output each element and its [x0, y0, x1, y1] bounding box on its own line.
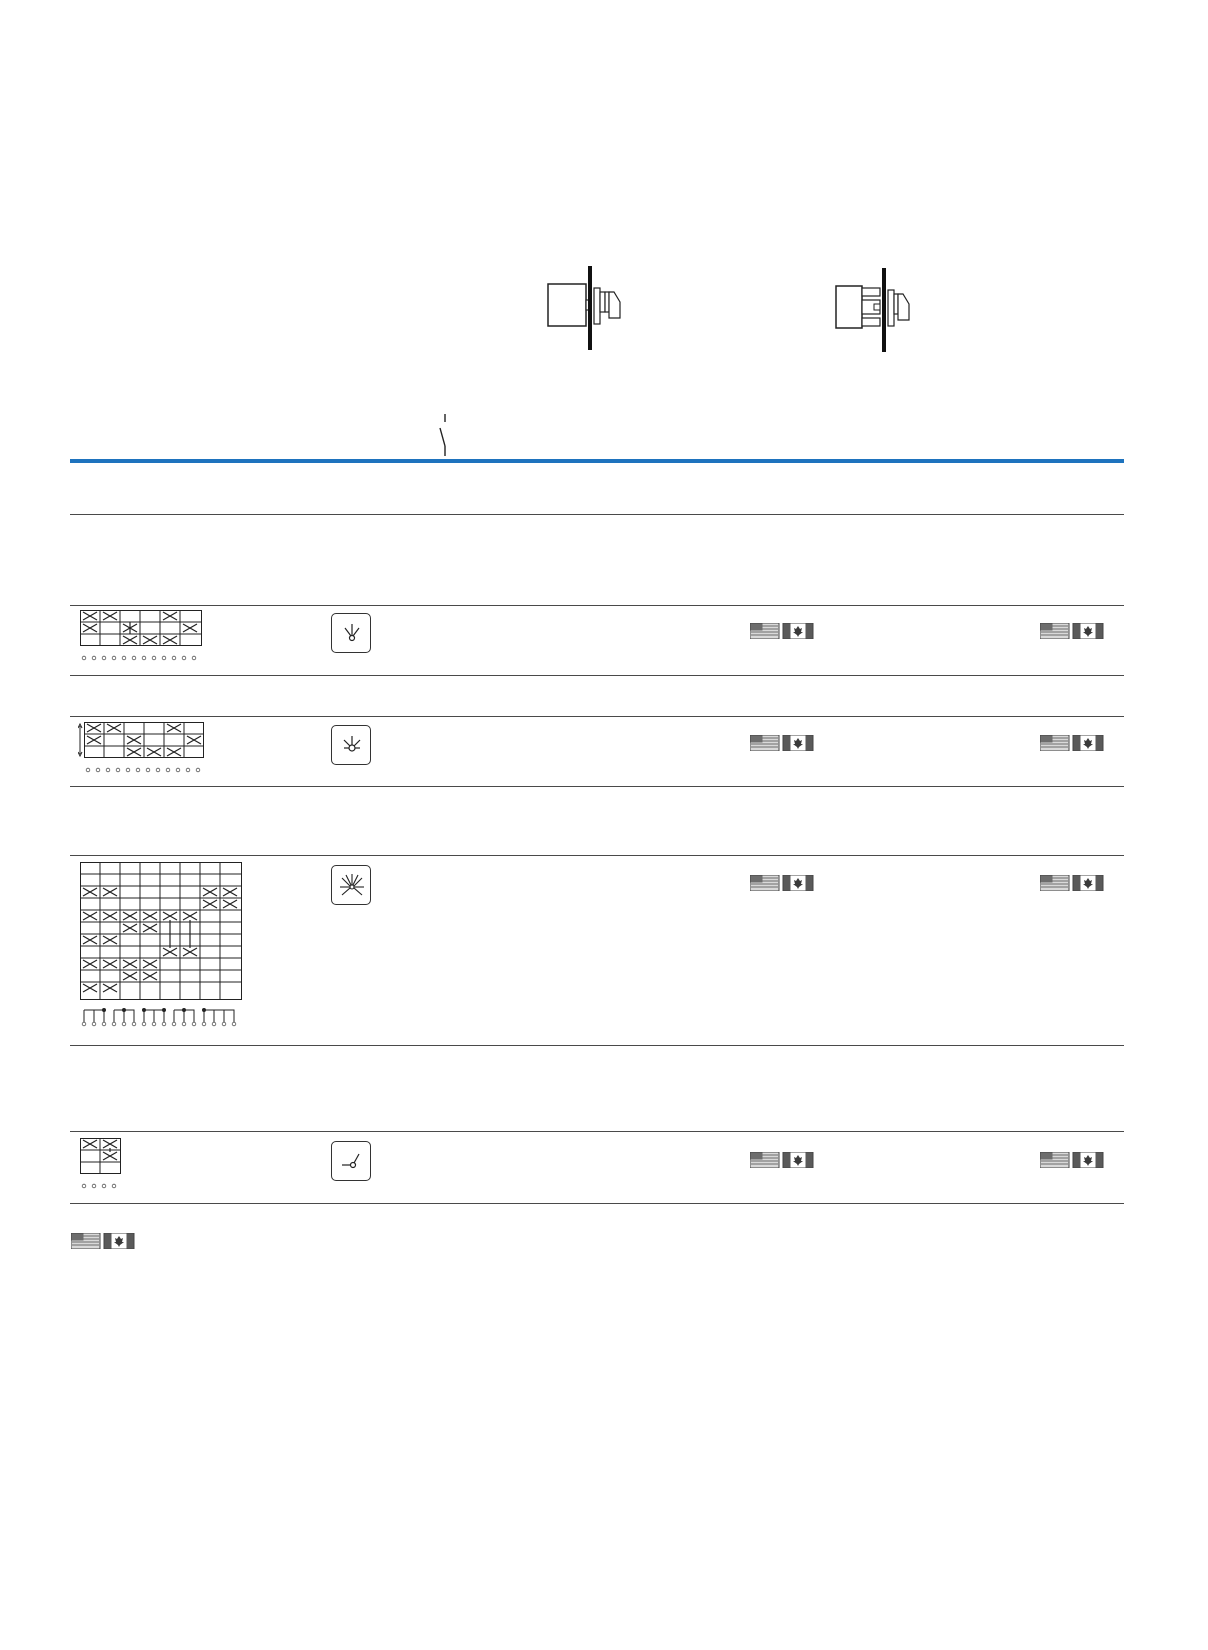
- us-flag-icon: [750, 623, 779, 639]
- contact-diagram-icon: [78, 722, 208, 776]
- table-divider: [70, 1045, 1124, 1046]
- rear-mount-switch-icon: [832, 264, 922, 356]
- approval-flags: [750, 623, 814, 639]
- table-divider: [70, 514, 1124, 515]
- canada-flag-icon: [783, 875, 813, 891]
- us-flag-icon: [1040, 623, 1069, 639]
- table-divider: [70, 675, 1124, 676]
- table-divider: [70, 786, 1124, 787]
- approval-flags: [1040, 1152, 1104, 1168]
- us-flag-icon: [750, 875, 779, 891]
- multi-position-symbol-icon: [331, 865, 371, 905]
- us-flag-icon: [1040, 735, 1069, 751]
- approval-flags: [1040, 623, 1104, 639]
- front-mount-switch-icon: [540, 262, 630, 354]
- us-flag-icon: [71, 1233, 100, 1249]
- table-divider: [70, 855, 1124, 856]
- table-divider: [70, 605, 1124, 606]
- us-flag-icon: [750, 735, 779, 751]
- canada-flag-icon: [1073, 1152, 1103, 1168]
- canada-flag-icon: [783, 623, 813, 639]
- selector-position-symbol-icon: [331, 1141, 371, 1181]
- footnote-approval-flags: [71, 1233, 135, 1249]
- canada-flag-icon: [1073, 735, 1103, 751]
- table-divider: [70, 1131, 1124, 1132]
- approval-flags: [750, 1152, 814, 1168]
- header-rule: [70, 459, 1124, 463]
- contact-diagram-icon: [80, 862, 246, 1032]
- approval-flags: [1040, 875, 1104, 891]
- selector-position-symbol-icon: [331, 613, 371, 653]
- canada-flag-icon: [104, 1233, 134, 1249]
- nc-contact-symbol-icon: [436, 412, 456, 458]
- approval-flags: [750, 735, 814, 751]
- table-divider: [70, 1203, 1124, 1204]
- canada-flag-icon: [783, 1152, 813, 1168]
- approval-flags: [750, 875, 814, 891]
- us-flag-icon: [750, 1152, 779, 1168]
- approval-flags: [1040, 735, 1104, 751]
- table-divider: [70, 716, 1124, 717]
- us-flag-icon: [1040, 875, 1069, 891]
- canada-flag-icon: [1073, 623, 1103, 639]
- canada-flag-icon: [783, 735, 813, 751]
- us-flag-icon: [1040, 1152, 1069, 1168]
- selector-position-symbol-icon: [331, 725, 371, 765]
- canada-flag-icon: [1073, 875, 1103, 891]
- contact-diagram-icon: [80, 1138, 126, 1192]
- contact-diagram-icon: [80, 610, 205, 664]
